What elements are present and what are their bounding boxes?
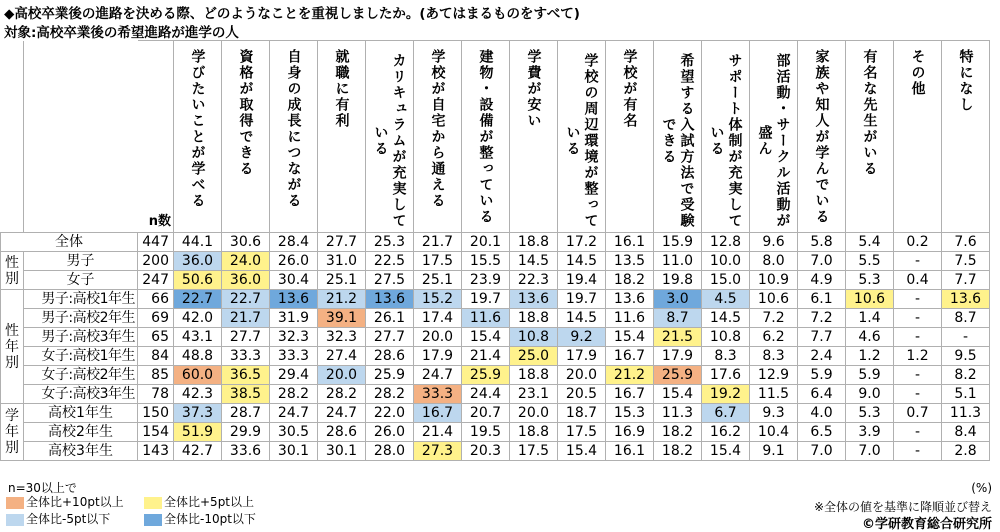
table-row <box>1 233 990 252</box>
legend-swatch-yellow <box>144 497 162 509</box>
value-cell: 17.9 <box>654 347 702 366</box>
value-cell: 4.9 <box>798 271 846 290</box>
column-header-label: 特になし <box>957 49 974 113</box>
value-cell: 5.4 <box>846 233 894 252</box>
value-cell: 28.6 <box>366 347 414 366</box>
value-cell: 21.7 <box>222 309 270 328</box>
value-cell: 18.8 <box>510 423 558 442</box>
value-cell: 17.5 <box>414 252 462 271</box>
column-header <box>318 41 366 233</box>
value-cell: 15.2 <box>414 290 462 309</box>
value-cell: 8.3 <box>750 347 798 366</box>
value-cell: 0.4 <box>894 271 942 290</box>
value-cell: 24.4 <box>462 385 510 404</box>
value-cell: 25.9 <box>366 366 414 385</box>
value-cell: 7.7 <box>798 328 846 347</box>
legend-swatch-lightblue <box>6 514 24 526</box>
value-cell: 22.7 <box>174 290 222 309</box>
value-cell: 15.0 <box>702 271 750 290</box>
value-cell: 17.5 <box>510 442 558 461</box>
value-cell: 28.7 <box>222 404 270 423</box>
legend-item-minus5: 全体比-5pt以下 <box>4 512 116 527</box>
value-cell: 6.1 <box>798 290 846 309</box>
table-row <box>1 271 990 290</box>
value-cell: 18.2 <box>654 423 702 442</box>
value-cell: 44.1 <box>174 233 222 252</box>
value-cell: 15.4 <box>462 328 510 347</box>
value-cell: 48.8 <box>174 347 222 366</box>
value-cell: 16.2 <box>702 423 750 442</box>
value-cell: 5.8 <box>798 233 846 252</box>
table-row <box>1 290 990 309</box>
legend-note: n=30以上で <box>8 481 77 495</box>
value-cell: 12.8 <box>702 233 750 252</box>
value-cell: 22.5 <box>366 252 414 271</box>
value-cell: 27.7 <box>318 233 366 252</box>
value-cell: 11.5 <box>750 385 798 404</box>
value-cell: 15.9 <box>654 233 702 252</box>
value-cell: 0.2 <box>894 233 942 252</box>
value-cell: 6.5 <box>798 423 846 442</box>
value-cell: 15.4 <box>702 442 750 461</box>
column-header-label: その他 <box>909 49 926 97</box>
value-cell: 28.4 <box>270 233 318 252</box>
value-cell: 20.0 <box>510 404 558 423</box>
value-cell: 14.5 <box>558 252 606 271</box>
value-cell: 13.5 <box>606 252 654 271</box>
column-header <box>414 41 462 233</box>
value-cell: 13.6 <box>510 290 558 309</box>
value-cell: 7.6 <box>942 233 990 252</box>
value-cell: - <box>894 290 942 309</box>
value-cell: 28.2 <box>318 385 366 404</box>
row-label: 男子 <box>24 252 138 271</box>
value-cell: 22.0 <box>366 404 414 423</box>
value-cell: 24.7 <box>318 404 366 423</box>
table-row <box>1 385 990 404</box>
value-cell: 43.1 <box>174 328 222 347</box>
column-header <box>558 41 606 233</box>
value-cell: 26.1 <box>366 309 414 328</box>
value-cell: 33.3 <box>414 385 462 404</box>
n-cell: 84 <box>138 347 174 366</box>
value-cell: 27.3 <box>414 442 462 461</box>
survey-table <box>0 40 990 461</box>
value-cell: 28.0 <box>366 442 414 461</box>
value-cell: 6.4 <box>798 385 846 404</box>
value-cell: 18.8 <box>510 233 558 252</box>
value-cell: 28.2 <box>366 385 414 404</box>
legend-swatch-orange <box>6 497 24 509</box>
value-cell: 8.7 <box>654 309 702 328</box>
value-cell: 13.6 <box>942 290 990 309</box>
value-cell: 9.0 <box>846 385 894 404</box>
column-header <box>798 41 846 233</box>
row-label: 高校3年生 <box>24 442 138 461</box>
value-cell: 37.3 <box>174 404 222 423</box>
value-cell: 30.4 <box>270 271 318 290</box>
row-label: 女子 <box>24 271 138 290</box>
value-cell: 19.7 <box>558 290 606 309</box>
value-cell: 17.9 <box>414 347 462 366</box>
value-cell: 8.2 <box>942 366 990 385</box>
value-cell: 38.5 <box>222 385 270 404</box>
value-cell: 9.3 <box>750 404 798 423</box>
group-label <box>1 252 24 290</box>
value-cell: 50.6 <box>174 271 222 290</box>
value-cell: 15.4 <box>606 328 654 347</box>
value-cell: 22.3 <box>510 271 558 290</box>
legend-swatch-blue <box>144 514 162 526</box>
column-header <box>750 41 798 233</box>
value-cell: 39.1 <box>318 309 366 328</box>
group-label <box>1 404 24 461</box>
value-cell: - <box>894 442 942 461</box>
row-label: 女子:高校3年生 <box>24 385 138 404</box>
value-cell: 11.3 <box>942 404 990 423</box>
n-cell: 154 <box>138 423 174 442</box>
value-cell: - <box>942 328 990 347</box>
n-cell: 69 <box>138 309 174 328</box>
value-cell: 32.3 <box>318 328 366 347</box>
value-cell: 9.6 <box>750 233 798 252</box>
value-cell: 8.4 <box>942 423 990 442</box>
value-cell: 42.3 <box>174 385 222 404</box>
value-cell: - <box>894 366 942 385</box>
value-cell: 30.6 <box>222 233 270 252</box>
value-cell: 16.1 <box>606 233 654 252</box>
value-cell: 21.2 <box>318 290 366 309</box>
value-cell: 15.4 <box>558 442 606 461</box>
value-cell: 21.4 <box>414 423 462 442</box>
unit-label: (%) <box>971 481 992 495</box>
value-cell: 30.1 <box>270 442 318 461</box>
group-label <box>1 290 24 404</box>
column-header-label: 学校が有名 <box>621 49 638 129</box>
value-cell: 20.5 <box>558 385 606 404</box>
table-row <box>1 366 990 385</box>
corner-blank-2 <box>24 41 138 233</box>
value-cell: 11.6 <box>462 309 510 328</box>
column-header <box>654 41 702 233</box>
value-cell: 51.9 <box>174 423 222 442</box>
value-cell: 6.2 <box>750 328 798 347</box>
value-cell: 29.4 <box>270 366 318 385</box>
value-cell: 1.2 <box>846 347 894 366</box>
value-cell: 19.2 <box>702 385 750 404</box>
column-header-label: 学費が安い <box>525 49 542 129</box>
sort-note: ※全体の値を基準に降順並び替え <box>813 500 992 514</box>
value-cell: 7.7 <box>942 271 990 290</box>
n-cell: 247 <box>138 271 174 290</box>
value-cell: 60.0 <box>174 366 222 385</box>
value-cell: 16.9 <box>606 423 654 442</box>
value-cell: 9.2 <box>558 328 606 347</box>
value-cell: - <box>894 423 942 442</box>
table-row <box>1 252 990 271</box>
value-cell: 25.9 <box>654 366 702 385</box>
value-cell: 2.8 <box>942 442 990 461</box>
value-cell: 11.3 <box>654 404 702 423</box>
value-cell: 12.9 <box>750 366 798 385</box>
page-title: ◆高校卒業後の進路を決める際、どのようなことを重視しましたか。(あてはまるものをすべて) <box>4 6 580 22</box>
column-header-label: 資格が取得できる <box>237 49 254 177</box>
value-cell: 26.0 <box>366 423 414 442</box>
row-label: 男子:高校1年生 <box>24 290 138 309</box>
n-cell: 200 <box>138 252 174 271</box>
column-header-label: 学校の周辺環境が整っている <box>564 52 599 229</box>
value-cell: 13.6 <box>366 290 414 309</box>
value-cell: 24.7 <box>414 366 462 385</box>
value-cell: 24.0 <box>222 252 270 271</box>
value-cell: 20.0 <box>558 366 606 385</box>
value-cell: 14.5 <box>558 309 606 328</box>
value-cell: 33.3 <box>222 347 270 366</box>
value-cell: 9.1 <box>750 442 798 461</box>
value-cell: 4.5 <box>702 290 750 309</box>
value-cell: 0.7 <box>894 404 942 423</box>
value-cell: 7.5 <box>942 252 990 271</box>
value-cell: 4.0 <box>798 404 846 423</box>
value-cell: 8.0 <box>750 252 798 271</box>
value-cell: 17.9 <box>558 347 606 366</box>
column-header-label: 有名な先生がいる <box>861 49 878 177</box>
value-cell: 25.9 <box>462 366 510 385</box>
table-row <box>1 328 990 347</box>
legend-item-plus5: 全体比+5pt以上 <box>142 495 260 510</box>
table-row <box>1 309 990 328</box>
legend-item-minus10: 全体比-10pt以下 <box>142 512 262 527</box>
value-cell: 25.1 <box>318 271 366 290</box>
row-label: 女子:高校2年生 <box>24 366 138 385</box>
value-cell: - <box>894 309 942 328</box>
value-cell: 13.6 <box>606 290 654 309</box>
row-label: 男子:高校3年生 <box>24 328 138 347</box>
n-cell: 85 <box>138 366 174 385</box>
n-cell: 66 <box>138 290 174 309</box>
value-cell: 17.5 <box>558 423 606 442</box>
value-cell: 28.2 <box>270 385 318 404</box>
value-cell: 16.7 <box>606 385 654 404</box>
column-header <box>846 41 894 233</box>
value-cell: 5.9 <box>846 366 894 385</box>
n-cell: 65 <box>138 328 174 347</box>
column-header <box>510 41 558 233</box>
value-cell: 10.8 <box>510 328 558 347</box>
value-cell: 10.0 <box>702 252 750 271</box>
value-cell: 42.7 <box>174 442 222 461</box>
value-cell: 15.3 <box>606 404 654 423</box>
value-cell: 14.5 <box>510 252 558 271</box>
value-cell: 16.7 <box>414 404 462 423</box>
column-header-label: 自身の成長につながる <box>285 49 302 209</box>
value-cell: - <box>894 385 942 404</box>
value-cell: 13.6 <box>270 290 318 309</box>
value-cell: 10.4 <box>750 423 798 442</box>
value-cell: 21.4 <box>462 347 510 366</box>
value-cell: 2.4 <box>798 347 846 366</box>
column-header <box>174 41 222 233</box>
column-header <box>702 41 750 233</box>
row-label: 男子:高校2年生 <box>24 309 138 328</box>
value-cell: 28.6 <box>318 423 366 442</box>
value-cell: 27.7 <box>222 328 270 347</box>
copyright: ©学研教育総合研究所 <box>861 517 992 532</box>
column-header <box>942 41 990 233</box>
value-cell: 14.5 <box>702 309 750 328</box>
value-cell: 8.7 <box>942 309 990 328</box>
value-cell: 31.0 <box>318 252 366 271</box>
value-cell: 8.3 <box>702 347 750 366</box>
corner-blank <box>1 41 24 233</box>
value-cell: 4.6 <box>846 328 894 347</box>
value-cell: 42.0 <box>174 309 222 328</box>
value-cell: 1.2 <box>894 347 942 366</box>
row-label: 高校1年生 <box>24 404 138 423</box>
n-cell: 150 <box>138 404 174 423</box>
column-header-label: 部活動・サークル活動が盛ん <box>756 52 791 229</box>
value-cell: 7.0 <box>798 252 846 271</box>
value-cell: 22.7 <box>222 290 270 309</box>
table-row <box>1 442 990 461</box>
value-cell: 5.5 <box>846 252 894 271</box>
value-cell: 7.0 <box>846 442 894 461</box>
value-cell: 30.1 <box>318 442 366 461</box>
column-header-label: 学びたいことが学べる <box>189 49 206 209</box>
value-cell: 5.9 <box>798 366 846 385</box>
row-label: 女子:高校1年生 <box>24 347 138 366</box>
value-cell: 36.0 <box>174 252 222 271</box>
value-cell: 19.8 <box>654 271 702 290</box>
column-header-label: 学校が自宅から通える <box>429 49 446 209</box>
value-cell: 19.5 <box>462 423 510 442</box>
value-cell: 10.6 <box>846 290 894 309</box>
value-cell: 21.7 <box>414 233 462 252</box>
value-cell: 26.0 <box>270 252 318 271</box>
column-header <box>606 41 654 233</box>
value-cell: 7.2 <box>798 309 846 328</box>
column-header-label: サポート体制が充実している <box>708 52 743 229</box>
value-cell: 10.9 <box>750 271 798 290</box>
value-cell: 25.1 <box>414 271 462 290</box>
value-cell: 27.7 <box>366 328 414 347</box>
value-cell: 24.7 <box>270 404 318 423</box>
page-subtitle: 対象:高校卒業後の希望進路が進学の人 <box>4 25 239 41</box>
value-cell: 17.4 <box>414 309 462 328</box>
value-cell: 6.7 <box>702 404 750 423</box>
value-cell: 9.5 <box>942 347 990 366</box>
value-cell: 17.6 <box>702 366 750 385</box>
value-cell: 10.8 <box>702 328 750 347</box>
n-cell: 78 <box>138 385 174 404</box>
row-label: 高校2年生 <box>24 423 138 442</box>
column-header-label: 就職に有利 <box>333 49 350 129</box>
column-header-label: 希望する入試方法で受験できる <box>660 52 695 229</box>
value-cell: 20.0 <box>318 366 366 385</box>
value-cell: 27.4 <box>318 347 366 366</box>
column-header <box>366 41 414 233</box>
n-header: n数 <box>138 41 174 233</box>
value-cell: 18.8 <box>510 366 558 385</box>
column-header <box>270 41 318 233</box>
value-cell: - <box>894 252 942 271</box>
value-cell: 10.6 <box>750 290 798 309</box>
value-cell: 33.6 <box>222 442 270 461</box>
value-cell: 17.2 <box>558 233 606 252</box>
value-cell: 25.3 <box>366 233 414 252</box>
value-cell: 19.4 <box>558 271 606 290</box>
table-row <box>1 423 990 442</box>
value-cell: 5.3 <box>846 271 894 290</box>
value-cell: 20.1 <box>462 233 510 252</box>
value-cell: - <box>894 328 942 347</box>
group-label-text: 性年別 <box>5 322 19 371</box>
column-header-label: 家族や知人が学んでいる <box>813 49 830 225</box>
value-cell: 20.3 <box>462 442 510 461</box>
value-cell: 30.5 <box>270 423 318 442</box>
column-header <box>222 41 270 233</box>
header-row <box>1 41 990 233</box>
value-cell: 21.2 <box>606 366 654 385</box>
row-label: 全体 <box>1 233 138 252</box>
value-cell: 16.7 <box>606 347 654 366</box>
value-cell: 7.2 <box>750 309 798 328</box>
group-label-text: 学年別 <box>5 408 19 456</box>
value-cell: 18.2 <box>606 271 654 290</box>
value-cell: 36.0 <box>222 271 270 290</box>
value-cell: 18.7 <box>558 404 606 423</box>
value-cell: 21.5 <box>654 328 702 347</box>
value-cell: 3.0 <box>654 290 702 309</box>
value-cell: 7.0 <box>798 442 846 461</box>
n-cell: 143 <box>138 442 174 461</box>
value-cell: 29.9 <box>222 423 270 442</box>
value-cell: 15.5 <box>462 252 510 271</box>
value-cell: 18.8 <box>510 309 558 328</box>
column-header <box>462 41 510 233</box>
column-header <box>894 41 942 233</box>
n-cell: 447 <box>138 233 174 252</box>
value-cell: 18.2 <box>654 442 702 461</box>
value-cell: 11.6 <box>606 309 654 328</box>
value-cell: 3.9 <box>846 423 894 442</box>
value-cell: 20.0 <box>414 328 462 347</box>
value-cell: 36.5 <box>222 366 270 385</box>
value-cell: 23.1 <box>510 385 558 404</box>
value-cell: 19.7 <box>462 290 510 309</box>
value-cell: 16.1 <box>606 442 654 461</box>
value-cell: 15.4 <box>654 385 702 404</box>
value-cell: 31.9 <box>270 309 318 328</box>
legend-item-plus10: 全体比+10pt以上 <box>4 495 130 510</box>
table-row <box>1 404 990 423</box>
value-cell: 5.1 <box>942 385 990 404</box>
value-cell: 11.0 <box>654 252 702 271</box>
value-cell: 25.0 <box>510 347 558 366</box>
value-cell: 1.4 <box>846 309 894 328</box>
column-header-label: カリキュラムが充実している <box>372 52 407 229</box>
column-header-label: 建物・設備が整っている <box>477 49 494 225</box>
value-cell: 23.9 <box>462 271 510 290</box>
value-cell: 27.5 <box>366 271 414 290</box>
group-label-text: 性別 <box>5 254 19 287</box>
value-cell: 5.3 <box>846 404 894 423</box>
value-cell: 32.3 <box>270 328 318 347</box>
table-row <box>1 347 990 366</box>
value-cell: 20.7 <box>462 404 510 423</box>
value-cell: 33.3 <box>270 347 318 366</box>
